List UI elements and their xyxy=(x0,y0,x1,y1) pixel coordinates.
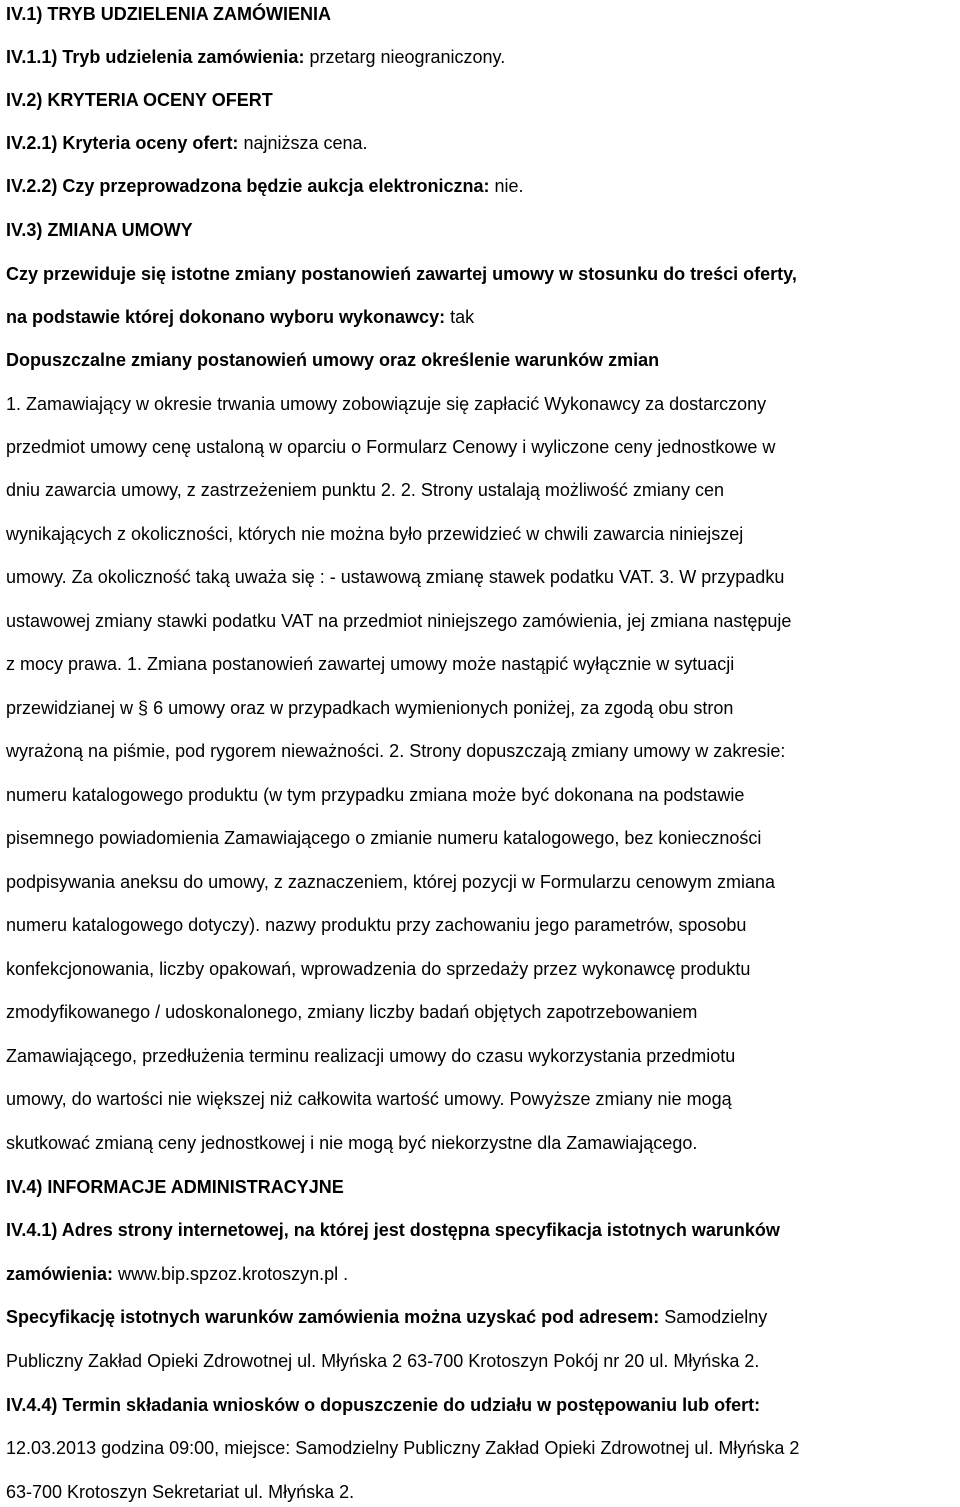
tender-mode-row xyxy=(6,46,505,68)
body-line: umowy, do wartości nie większej niż całkowita wartość umowy. Powyższe zmiany nie mogą xyxy=(6,1089,732,1109)
auction-value: nie. xyxy=(489,176,524,196)
contract-change-question-line1: Czy przewiduje się istotne zmiany postanowień zawartej umowy w stosunku do treści oferty, xyxy=(6,264,797,284)
body-line: numeru katalogowego dotyczy). nazwy produktu przy zachowaniu jego parametrów, sposobu xyxy=(6,915,747,935)
criteria-row xyxy=(6,132,368,154)
body-line: konfekcjonowania, liczby opakowań, wprowadzenia do sprzedaży przez wykonawcę produktu xyxy=(6,959,751,979)
auction-label: IV.2.2) Czy przeprowadzona będzie aukcja elektroniczna: xyxy=(6,176,490,196)
criteria-label: IV.2.1) Kryteria oceny ofert: xyxy=(6,133,239,153)
body-line: wyrażoną na piśmie, pod rygorem nieważności. 2. Strony dopuszczają zmiany umowy w zakresie: xyxy=(6,741,786,761)
spec-address-value-line2: Publiczny Zakład Opieki Zdrowotnej ul. Młyńska 2 63-700 Krotoszyn Pokój nr 20 ul. Młyńska 2. xyxy=(6,1351,760,1371)
body-line: umowy. Za okoliczność taką uważa się : - ustawową zmianę stawek podatku VAT. 3. W przypadku xyxy=(6,567,785,587)
body-line: skutkować zmianą ceny jednostkowej i nie mogą być niekorzystne dla Zamawiającego. xyxy=(6,1133,698,1153)
spec-url-value: www.bip.spzoz.krotoszyn.pl . xyxy=(113,1264,349,1284)
spec-address-label: Specyfikację istotnych warunków zamówienia można uzyskać pod adresem: xyxy=(6,1307,660,1327)
body-line: ustawowej zmiany stawki podatku VAT na przedmiot niniejszego zamówienia, jej zmiana następuje xyxy=(6,611,792,631)
body-line: dniu zawarcia umowy, z zastrzeżeniem punktu 2. 2. Strony ustalają możliwość zmiany cen xyxy=(6,480,724,500)
section-iv2-heading: IV.2) KRYTERIA OCENY OFERT xyxy=(6,90,273,110)
deadline-value-line1: 12.03.2013 godzina 09:00, miejsce: Samodzielny Publiczny Zakład Opieki Zdrowotnej ul. Młyńska 2 xyxy=(6,1438,800,1458)
body-line: zmodyfikowanego / udoskonalonego, zmiany liczby badań objętych zapotrzebowaniem xyxy=(6,1002,698,1022)
body-line: podpisywania aneksu do umowy, z zaznaczeniem, której pozycji w Formularzu cenowym zmiana xyxy=(6,872,775,892)
body-line: pisemnego powiadomienia Zamawiającego o zmianie numeru katalogowego, bez konieczności xyxy=(6,828,762,848)
body-line: przedmiot umowy cenę ustaloną w oparciu o Formularz Cenowy i wyliczone ceny jednostkowe w xyxy=(6,437,776,457)
allowed-changes-heading: Dopuszczalne zmiany postanowień umowy oraz określenie warunków zmian xyxy=(6,350,660,370)
contract-change-question-line2: na podstawie której dokonano wyboru wykonawcy: xyxy=(6,307,446,327)
spec-url-row xyxy=(6,1263,348,1285)
deadline-value-line2: 63-700 Krotoszyn Sekretariat ul. Młyńska 2. xyxy=(6,1482,355,1502)
section-iv4-heading: IV.4) INFORMACJE ADMINISTRACYJNE xyxy=(6,1177,344,1197)
body-line: przewidzianej w § 6 umowy oraz w przypadkach wymienionych poniżej, za zgodą obu stron xyxy=(6,698,734,718)
criteria-value: najniższa cena. xyxy=(238,133,368,153)
spec-url-label-line1: IV.4.1) Adres strony internetowej, na której jest dostępna specyfikacja istotnych warunków xyxy=(6,1220,780,1240)
contract-change-answer: tak xyxy=(445,307,475,327)
contract-change-question-row xyxy=(6,306,474,328)
body-line: wynikających z okoliczności, których nie można było przewidzieć w chwili zawarcia niniejszej xyxy=(6,524,744,544)
body-line: numeru katalogowego produktu (w tym przypadku zmiana może być dokonana na podstawie xyxy=(6,785,745,805)
tender-mode-label: IV.1.1) Tryb udzielenia zamówienia: xyxy=(6,47,305,67)
tender-mode-value: przetarg nieograniczony. xyxy=(304,47,506,67)
section-iv1-heading: IV.1) TRYB UDZIELENIA ZAMÓWIENIA xyxy=(6,4,332,24)
body-line: 1. Zamawiający w okresie trwania umowy zobowiązuje się zapłacić Wykonawcy za dostarczony xyxy=(6,394,767,414)
auction-row xyxy=(6,175,524,197)
spec-address-row xyxy=(6,1306,767,1328)
deadline-label: IV.4.4) Termin składania wniosków o dopuszczenie do udziału w postępowaniu lub ofert: xyxy=(6,1395,761,1415)
body-line: Zamawiającego, przedłużenia terminu realizacji umowy do czasu wykorzystania przedmiotu xyxy=(6,1046,736,1066)
spec-url-label-line2: zamówienia: xyxy=(6,1264,114,1284)
section-iv3-heading: IV.3) ZMIANA UMOWY xyxy=(6,220,193,240)
body-line: z mocy prawa. 1. Zmiana postanowień zawartej umowy może nastąpić wyłącznie w sytuacji xyxy=(6,654,735,674)
spec-address-value-line1: Samodzielny xyxy=(659,1307,768,1327)
